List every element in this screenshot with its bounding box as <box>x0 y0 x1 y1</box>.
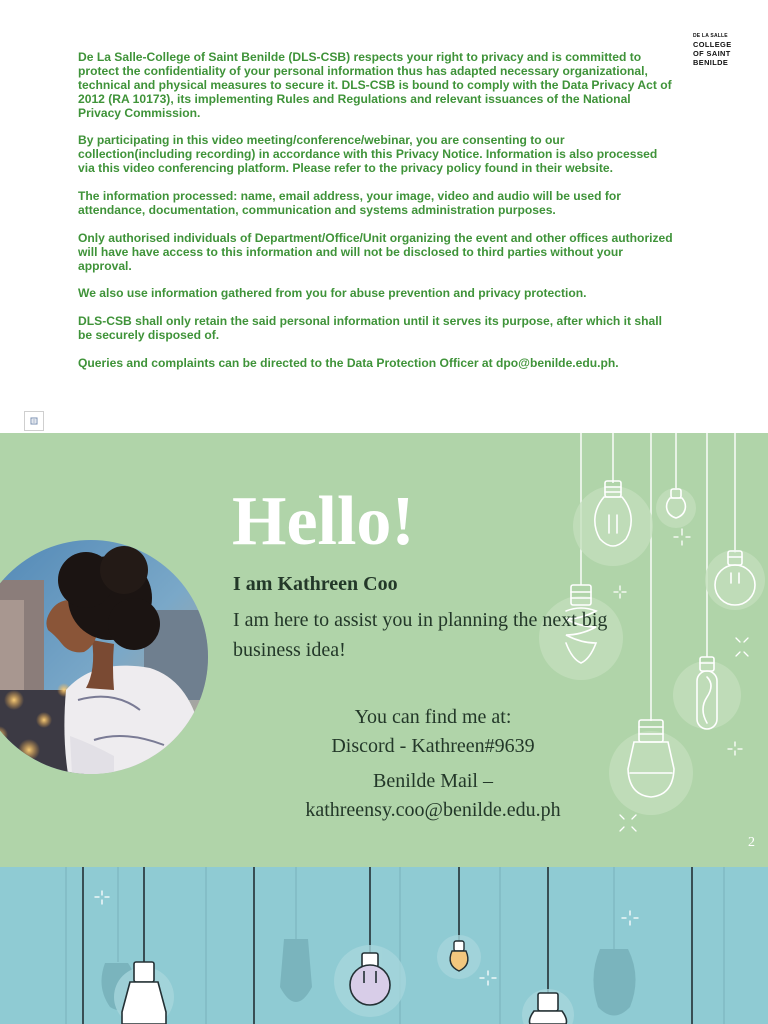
logo-line-4: BENILDE <box>693 57 729 67</box>
hanging-bulbs-decoration <box>0 867 768 1024</box>
mail-label: Benilde Mail – <box>373 770 493 792</box>
profile-photo <box>0 540 208 774</box>
greeting-heading: Hello! <box>232 483 415 560</box>
mail-address[interactable]: kathreensy.coo@benilde.edu.ph <box>305 799 561 821</box>
logo-line-2: COLLEGE <box>693 39 732 49</box>
sparkle-icon <box>620 815 636 831</box>
sparkle-icon <box>95 891 109 904</box>
notice-paragraph: We also use information gathered from you for abuse prevention and privacy protection. <box>78 286 587 301</box>
presenter-name: I am Kathreen Coo <box>233 573 398 595</box>
discord-handle: Discord - Kathreen#9639 <box>331 735 535 757</box>
notice-paragraph: The information processed: name, email address, your image, video and audio will be used for attendance, documentation, communication and systems administration purposes. <box>78 189 622 217</box>
intro-slide <box>0 433 768 867</box>
privacy-notice-page <box>0 0 768 433</box>
sparkle-icon <box>480 971 496 985</box>
notice-paragraph: Queries and complaints can be directed to the Data Protection Officer at dpo@benilde.edu.ph. <box>78 355 619 370</box>
next-slide <box>0 867 768 1024</box>
sparkle-icon <box>728 742 742 755</box>
sparkle-icon <box>674 529 690 545</box>
logo-line-3: OF SAINT <box>693 48 731 58</box>
contact-heading: You can find me at: <box>354 706 512 728</box>
notice-paragraph: Only authorised individuals of Department/Office/Unit organizing the event and other offices authorized will have have access to this information and will not be disclosed to third parties without your approval. <box>78 230 673 273</box>
contact-block <box>250 703 616 825</box>
notice-paragraph: De La Salle-College of Saint Benilde (DLS-CSB) respects your right to privacy and is committed to protect the confidentiality of your personal information thus has adapted necessary organizational, technical and physical measures to secure it. DLS-CSB is bound to comply with the Data Privacy Act of 2012 (RA 10173), its implementing Rules and Regulations and relevant issuances of the National Privacy Commission. <box>78 50 672 120</box>
privacy-notice-text <box>78 51 676 385</box>
college-logo <box>688 24 744 74</box>
page-thumbnail-button[interactable] <box>24 411 44 431</box>
notice-paragraph: By participating in this video meeting/conference/webinar, you are consenting to our collection(including recording) in accordance with this Privacy Notice. Information is also processed via this video conferencing platform. Please refer to the privacy policy found in their website. <box>78 133 658 176</box>
slide-number: 2 <box>748 835 755 850</box>
page-thumbnail-icon <box>30 417 38 425</box>
presenter-description: I am here to assist you in planning the next big business idea! <box>233 609 608 661</box>
sparkle-icon <box>614 586 626 598</box>
sparkle-icon <box>736 638 748 656</box>
notice-paragraph: DLS-CSB shall only retain the said personal information until it serves its purpose, after which it shall be securely disposed of. <box>78 314 662 343</box>
sparkle-icon <box>622 911 638 925</box>
logo-line-1: DE LA SALLE <box>693 32 728 39</box>
